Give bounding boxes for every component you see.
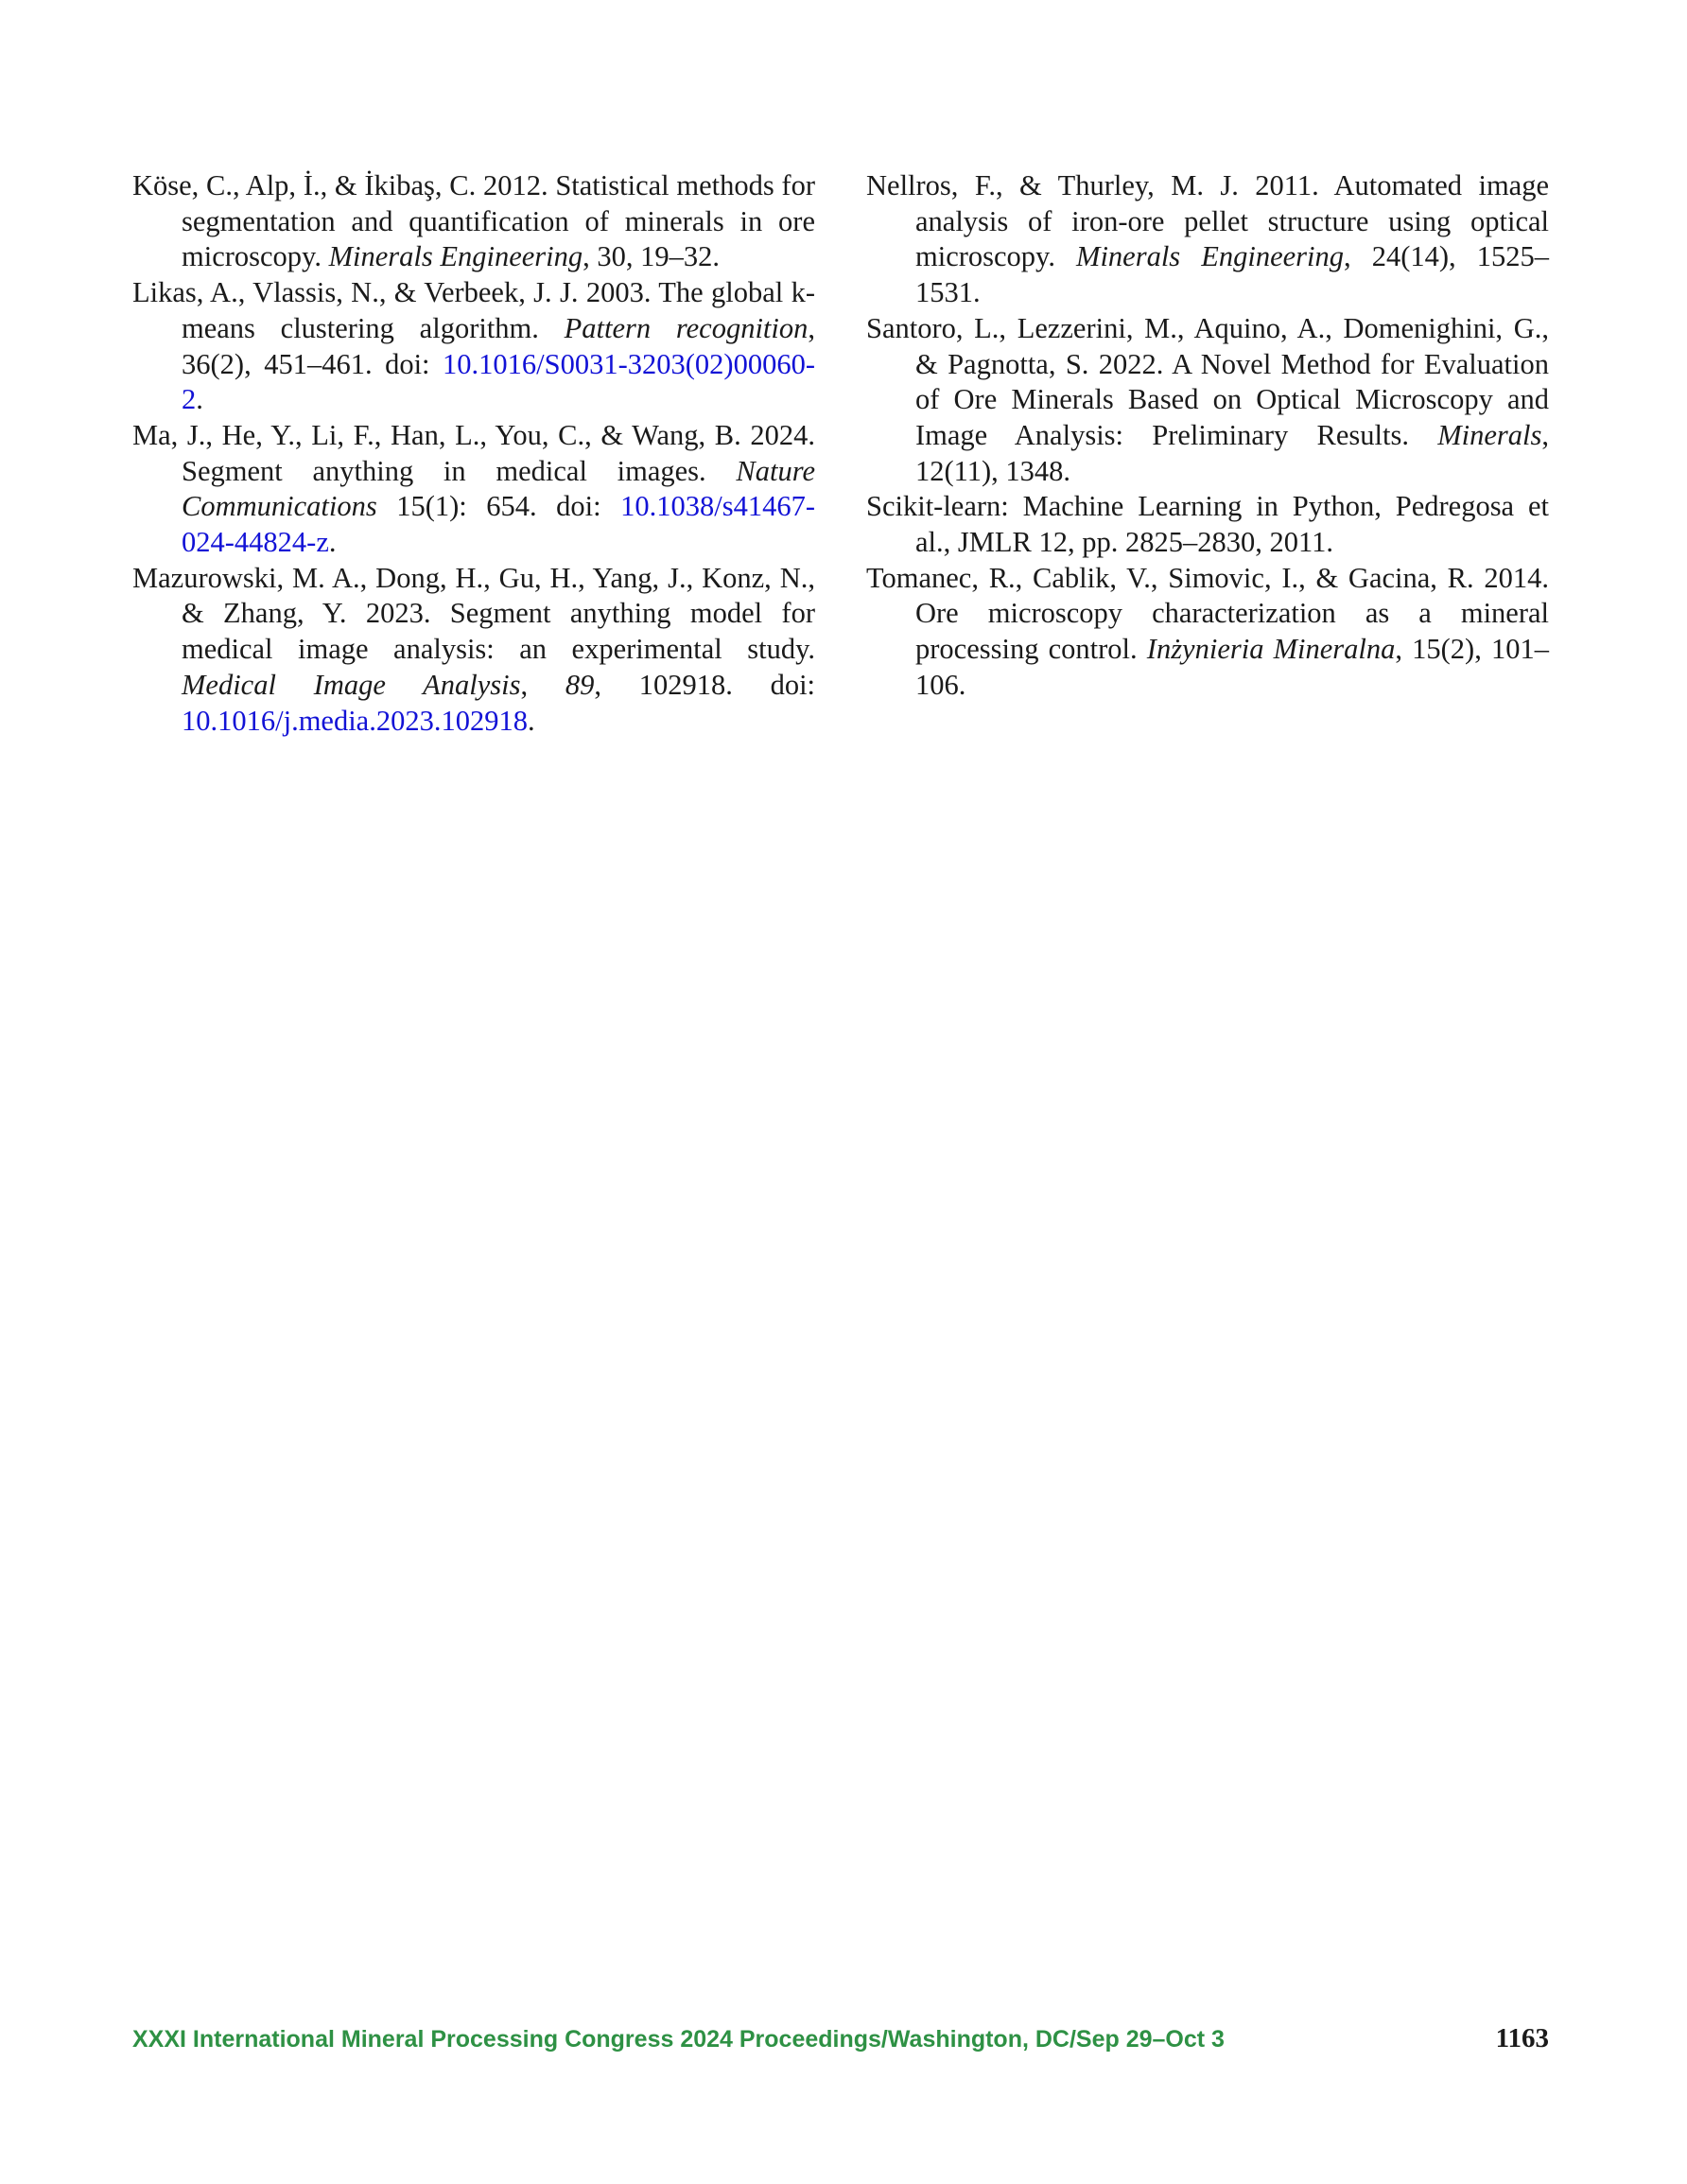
reference-nellros-2011: Nellros, F., & Thurley, M. J. 2011. Automated image analysis of iron-ore pellet structure using optical microscopy. Minerals Engineering, 24(14), 1525–1531.	[866, 169, 1549, 309]
references-left-column	[132, 168, 815, 739]
journal-title: Minerals Engineering	[1076, 240, 1345, 273]
journal-title: Minerals	[1437, 418, 1542, 451]
references-right-column	[866, 168, 1549, 704]
journal-title: Inżynieria Mineralna	[1146, 633, 1396, 666]
reference-mazurowski-2023: Mazurowski, M. A., Dong, H., Gu, H., Yang, J., Konz, N., & Zhang, Y. 2023. Segment anything model for medical image analysis: an experimental study. Medical Image Analysis, 89, 102918. doi: 10.1016/j.media.2023.102918.	[132, 561, 816, 737]
journal-title: Medical Image Analysis	[182, 668, 521, 701]
doi-link[interactable]: 10.1038/s41467-024-44824-z	[182, 490, 815, 559]
doi-link[interactable]: 10.1016/j.media.2023.102918	[182, 704, 528, 737]
page-footer	[132, 2023, 1549, 2064]
reference-tomanec-2014: Tomanec, R., Cablik, V., Simovic, I., & Gacina, R. 2014. Ore microscopy characterization as a mineral processing control. Inżynieria Mineralna, 15(2), 101–106.	[866, 561, 1549, 701]
journal-title: Nature Communications	[182, 454, 815, 523]
journal-title: Minerals Engineering	[328, 240, 583, 273]
journal-volume: 89	[565, 668, 595, 701]
page-number: 1163	[1495, 2023, 1549, 2053]
reference-santoro-2022: Santoro, L., Lezzerini, M., Aquino, A., Domenighini, G., & Pagnotta, S. 2022. A Novel Method for Evaluation of Ore Minerals Based on Optical Microscopy and Image Analysis: Preliminary Results. Minerals, 12(11), 1348.	[866, 311, 1549, 487]
reference-likas-2003: Likas, A., Vlassis, N., & Verbeek, J. J. 2003. The global k-means clustering algorithm. Pattern recognition, 36(2), 451–461. doi: 10.1016/S0031-3203(02)00060-2.	[132, 276, 815, 416]
reference-ma-2024: Ma, J., He, Y., Li, F., Han, L., You, C., & Wang, B. 2024. Segment anything in medical images. Nature Communications 15(1): 654. doi: 10.1038/s41467-024-44824-z.	[132, 418, 815, 559]
journal-title: Pattern recognition	[564, 311, 809, 344]
footer-title: XXXI International Mineral Processing Congress 2024 Proceedings/Washington, DC/Sep 29–Oct 3	[132, 2026, 1225, 2053]
reference-scikit-learn: Scikit-learn: Machine Learning in Python, Pedregosa et al., JMLR 12, pp. 2825–2830, 2011.	[866, 490, 1549, 559]
doi-link[interactable]: 10.1016/S0031-3203(02)00060-2	[182, 347, 815, 416]
reference-kose-2012: Köse, C., Alp, İ., & İkibaş, C. 2012. Statistical methods for segmentation and quantification of minerals in ore microscopy. Minerals Engineering, 30, 19–32.	[132, 169, 815, 273]
